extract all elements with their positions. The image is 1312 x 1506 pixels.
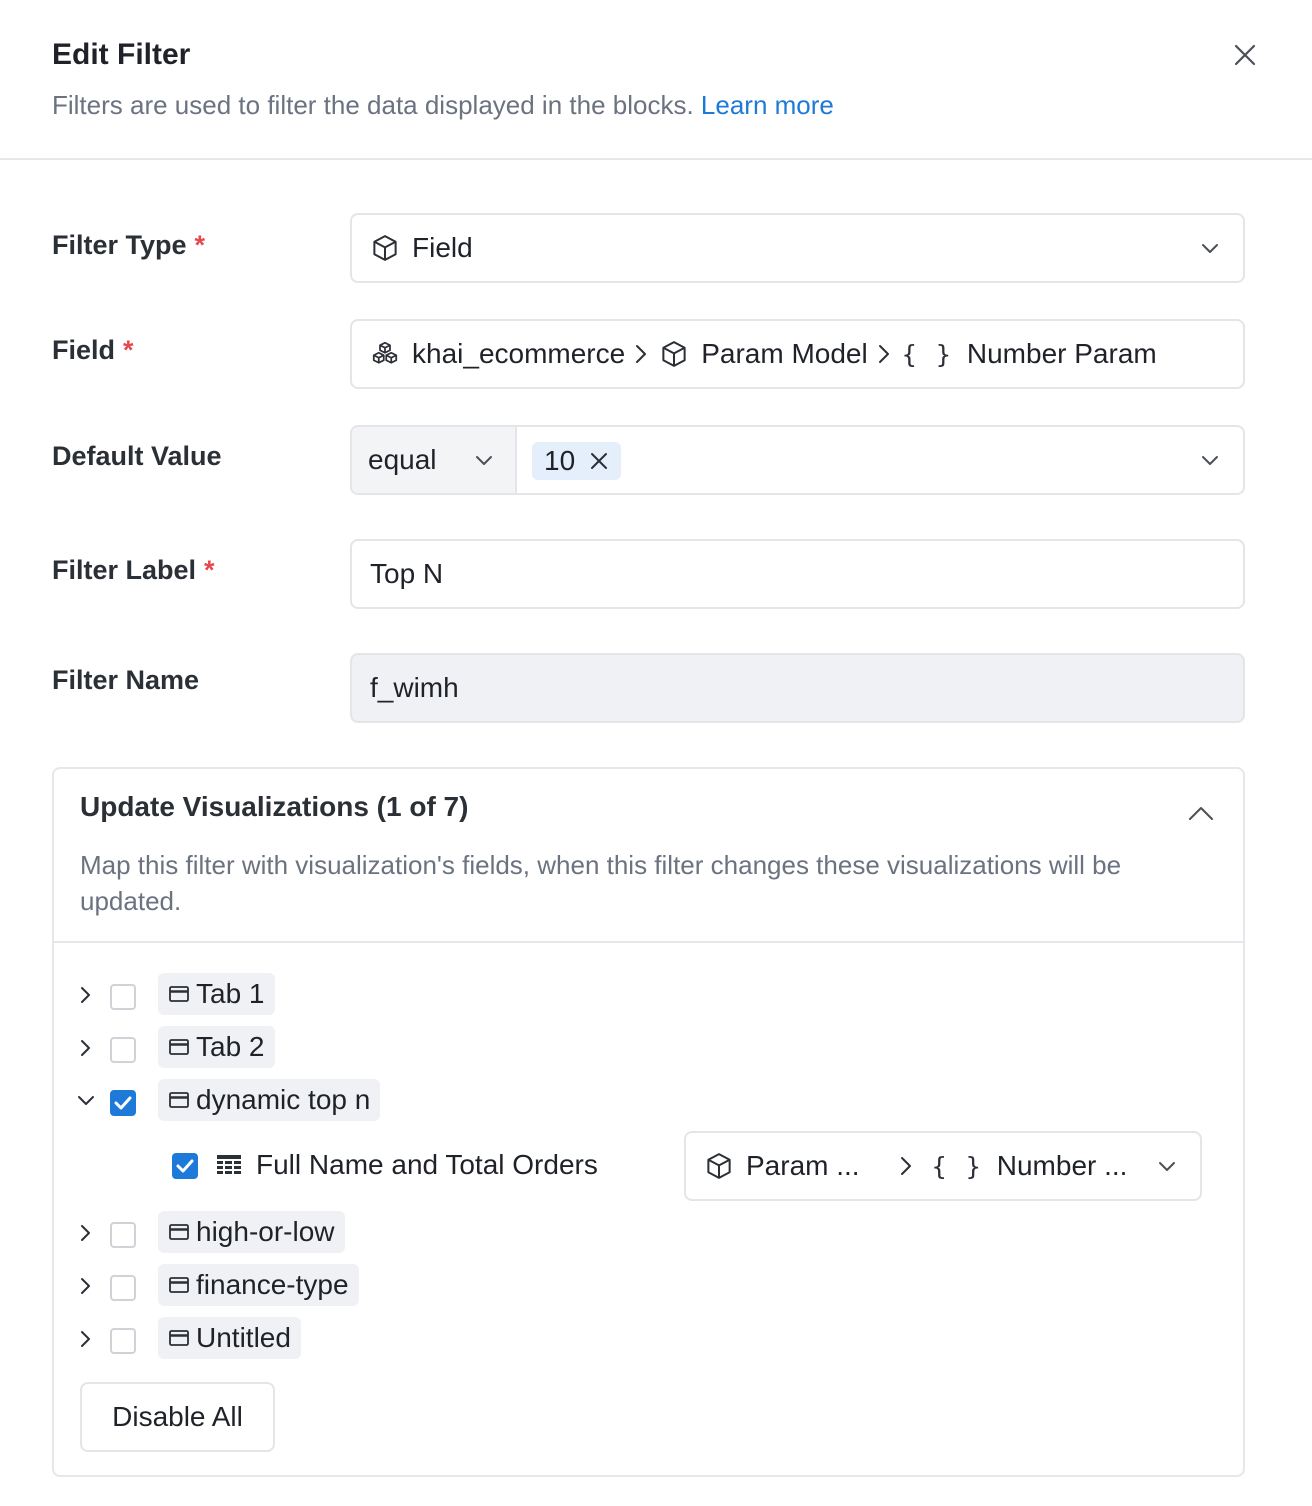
field-mapping-select[interactable] [684,1131,1202,1201]
dynamic-top-n-label: dynamic top n [196,1084,371,1115]
field-label [52,335,134,366]
filter-label-label [52,555,215,586]
full-name-total-orders-checkbox[interactable] [172,1153,198,1179]
collapse-button[interactable] [1184,797,1218,831]
chevron-right-icon[interactable] [76,1329,96,1349]
filter-type-label-text: Filter Type [52,230,187,260]
field-path-param: Number Param [966,338,1157,369]
mapping-field: Number ... [996,1150,1128,1181]
tab-1-label: Tab 1 [196,978,265,1009]
chevron-right-icon[interactable] [76,985,96,1005]
checkmark-icon [112,1092,134,1114]
chevron-down-icon [1199,237,1221,259]
high-or-low-checkbox[interactable] [110,1222,136,1248]
close-icon [1234,44,1256,66]
filter-name-label-text: Filter Name [52,665,200,695]
chevron-down-icon [473,449,495,471]
default-value-label [52,441,222,472]
divider [54,941,1243,943]
tab-icon [168,1036,190,1058]
finance-type-label: finance-type [196,1269,349,1300]
filter-name-value: f_wimh [370,672,459,703]
value-tag [532,442,621,480]
mapping-model: Param ... [746,1150,860,1181]
braces-icon: { } [901,339,953,369]
untitled-pill [158,1317,301,1359]
chevron-down-icon[interactable] [76,1091,96,1111]
finance-type-pill [158,1264,359,1306]
filter-name-label [52,665,199,696]
chevron-down-icon [1156,1155,1178,1177]
chevron-right-icon[interactable] [76,1038,96,1058]
untitled-checkbox[interactable] [110,1328,136,1354]
chevron-up-icon [1184,797,1218,831]
update-visualizations-panel [52,767,1245,1477]
filter-name-input [350,653,1245,723]
braces-icon: { } [931,1151,983,1181]
dataset-icon [370,339,400,369]
chevron-right-icon [898,1154,914,1178]
field-label-text: Field [52,335,116,365]
tab-icon [168,1327,190,1349]
filter-label-input[interactable] [350,539,1245,609]
dialog-title: Edit Filter [52,38,191,71]
dialog-subtitle [52,90,834,121]
disable-all-button[interactable]: Disable All [80,1382,275,1452]
filter-label-label-text: Filter Label [52,555,197,585]
required-marker: * [123,335,134,365]
cube-icon [370,233,400,263]
tab-2-checkbox[interactable] [110,1037,136,1063]
subtitle-text: Filters are used to filter the data displayed in the blocks. [52,90,694,120]
tab-icon [168,1274,190,1296]
checkmark-icon [174,1155,196,1177]
chevron-right-icon[interactable] [76,1276,96,1296]
finance-type-checkbox[interactable] [110,1275,136,1301]
close-icon [589,451,609,471]
learn-more-link[interactable]: Learn more [700,90,834,120]
tab-icon [168,1089,190,1111]
chevron-right-icon [876,342,892,366]
filter-type-select[interactable] [350,213,1245,283]
operator-select[interactable] [352,427,517,493]
high-or-low-pill [158,1211,345,1253]
operator-value: equal [368,444,437,475]
tab-icon [168,1221,190,1243]
value-tag-text: 10 [544,445,576,476]
chevron-right-icon [633,342,649,366]
visualization-item [216,1149,598,1181]
tab-2-label: Tab 2 [196,1031,265,1062]
required-marker: * [194,230,206,260]
required-marker: * [204,555,215,585]
update-visualizations-description: Map this filter with visualization's fields, when this filter changes these visualizations will be updated. [80,850,1122,916]
filter-type-label [52,230,205,261]
tab-icon [168,983,190,1005]
tab-2-pill [158,1026,275,1068]
cube-icon [704,1151,734,1181]
filter-type-value: Field [412,232,473,263]
table-icon [216,1153,242,1177]
dialog-header [0,0,1312,160]
field-path-dataset: khai_ecommerce [412,338,626,369]
values-dropdown-icon[interactable] [1199,449,1221,471]
visualization-label: Full Name and Total Orders [256,1149,598,1180]
chevron-right-icon[interactable] [76,1223,96,1243]
untitled-label: Untitled [196,1322,291,1353]
tab-1-pill [158,973,275,1015]
high-or-low-label: high-or-low [196,1216,335,1247]
tab-1-checkbox[interactable] [110,984,136,1010]
field-path-model: Param Model [701,338,868,369]
default-value-label-text: Default Value [52,441,222,471]
close-button[interactable] [1226,36,1264,74]
remove-value-button[interactable] [589,451,609,471]
field-picker[interactable] [350,319,1245,389]
update-visualizations-title: Update Visualizations (1 of 7) [80,791,469,822]
filter-label-value: Top N [370,558,444,589]
default-value-control [350,425,1245,495]
dynamic-top-n-pill [158,1079,380,1121]
dynamic-top-n-checkbox[interactable] [110,1090,136,1116]
cube-icon [659,339,689,369]
